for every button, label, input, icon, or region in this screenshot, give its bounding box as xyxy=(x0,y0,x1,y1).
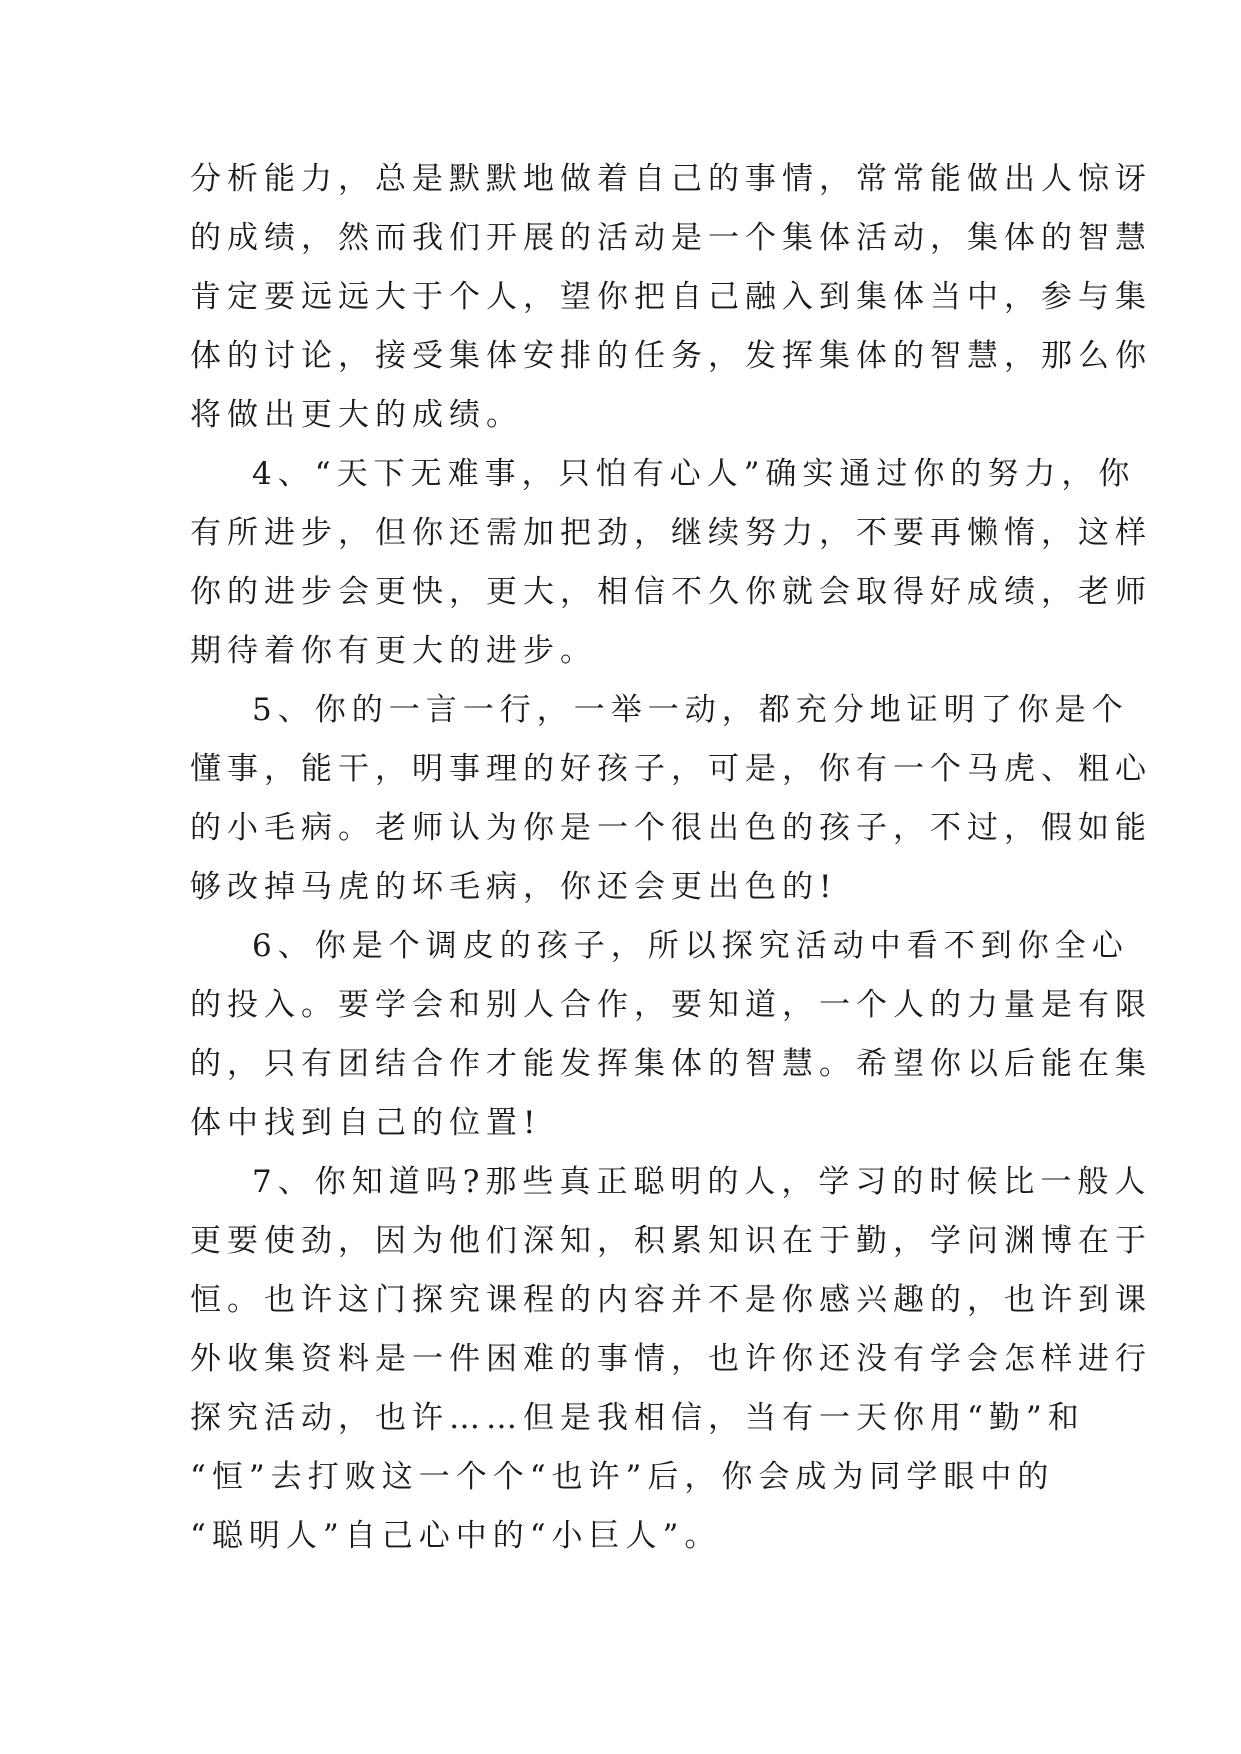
text-line: 将做出更大的成绩。 xyxy=(190,397,523,433)
paragraph xyxy=(190,917,1152,1153)
text-line: 恒。也许这门探究课程的内容并不是你感兴趣的，也许到课 xyxy=(190,1282,1152,1318)
text-line: 的小毛病。老师认为你是一个很出色的孩子，不过，假如能 xyxy=(190,810,1152,846)
paragraph xyxy=(190,150,1152,445)
text-line: 懂事，能干，明事理的好孩子，可是，你有一个马虎、粗心 xyxy=(190,751,1152,787)
text-line: 探究活动，也许……但是我相信，当有一天你用“勤”和 xyxy=(190,1400,1085,1436)
text-line: 7、你知道吗?那些真正聪明的人，学习的时候比一般人 xyxy=(252,1164,1152,1200)
text-line: 的成绩，然而我们开展的活动是一个集体活动，集体的智慧 xyxy=(190,220,1152,256)
text-line: “恒”去打败这一个个“也许”后，你会成为同学眼中的 xyxy=(190,1459,1055,1495)
text-line: 有所进步，但你还需加把劲，继续努力，不要再懒惰，这样 xyxy=(190,515,1152,551)
document-body xyxy=(190,150,1152,1566)
paragraph xyxy=(190,445,1152,681)
text-line: 期待着你有更大的进步。 xyxy=(190,633,597,669)
text-line: 你的进步会更快，更大，相信不久你就会取得好成绩，老师 xyxy=(190,574,1152,610)
text-line: 4、“天下无难事，只怕有心人”确实通过你的努力，你 xyxy=(252,456,1136,492)
text-line: 更要使劲，因为他们深知，积累知识在于勤，学问渊博在于 xyxy=(190,1223,1152,1259)
text-line: 5、你的一言一行，一举一动，都充分地证明了你是个 xyxy=(252,692,1129,728)
text-line: 体中找到自己的位置! xyxy=(190,1105,542,1141)
text-line: 分析能力，总是默默地做着自己的事情，常常能做出人惊讶 xyxy=(190,161,1152,197)
text-line: 的投入。要学会和别人合作，要知道，一个人的力量是有限 xyxy=(190,987,1152,1023)
text-line: 肯定要远远大于个人，望你把自己融入到集体当中，参与集 xyxy=(190,279,1152,315)
text-line: “聪明人”自己心中的“小巨人”。 xyxy=(190,1518,722,1554)
text-line: 够改掉马虎的坏毛病，你还会更出色的! xyxy=(190,869,838,905)
text-line: 的，只有团结合作才能发挥集体的智慧。希望你以后能在集 xyxy=(190,1046,1152,1082)
text-line: 体的讨论，接受集体安排的任务，发挥集体的智慧，那么你 xyxy=(190,338,1152,374)
paragraph xyxy=(190,1153,1152,1566)
text-line: 外收集资料是一件困难的事情，也许你还没有学会怎样进行 xyxy=(190,1341,1152,1377)
paragraph xyxy=(190,681,1152,917)
text-line: 6、你是个调皮的孩子，所以探究活动中看不到你全心 xyxy=(252,928,1129,964)
